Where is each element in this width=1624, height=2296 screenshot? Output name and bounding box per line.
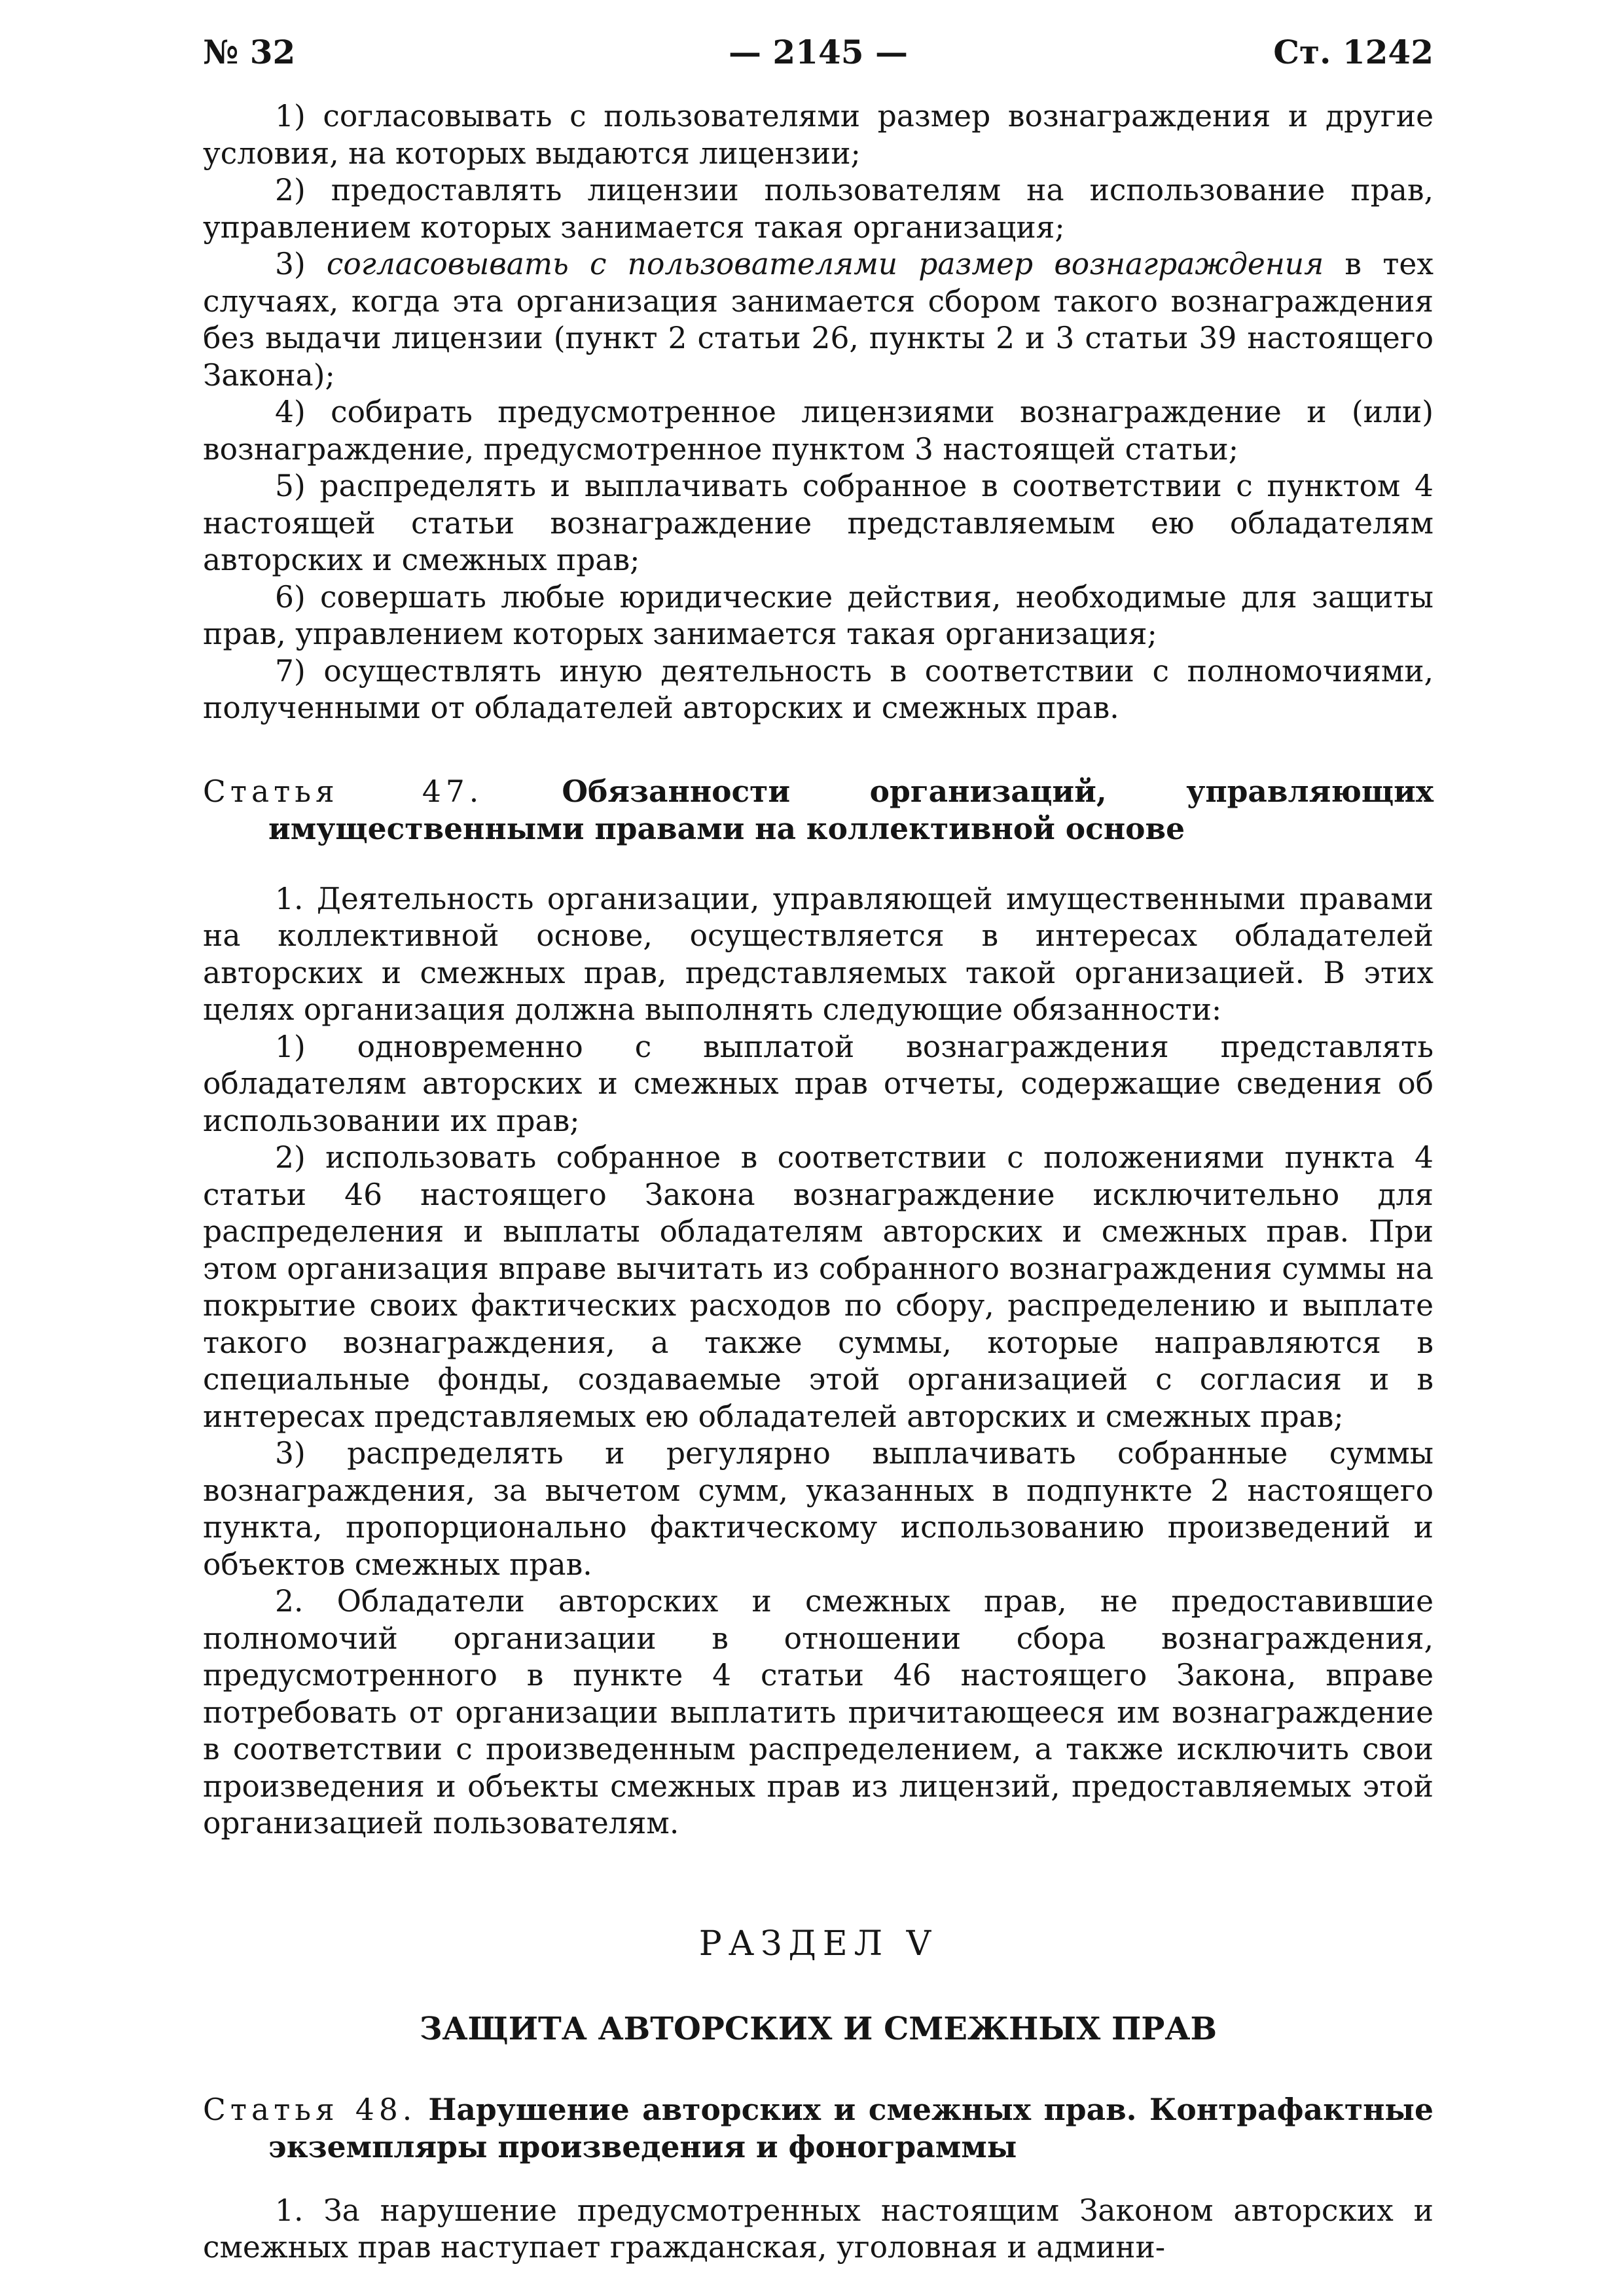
page-header xyxy=(203,26,1434,79)
page-body xyxy=(203,98,1434,2267)
paragraph: 1. Деятельность организации, управляющей имущественными правами на коллективной основе, осуществляется в интересах обладателей авторских и смежных прав, представляемых такой организацией. В этих целях организация должна выполнять следующие обязанности: xyxy=(203,881,1434,1027)
list-item: 2) предоставлять лицензии пользователям на использование прав, управлением которых занимается такая организация; xyxy=(203,173,1434,245)
article-47-heading xyxy=(203,773,1434,848)
list-item: 2) использовать собранное в соответствии с положениями пункта 4 статьи 46 настоящего Закона вознаграждение исключительно для распределения и выплаты обладателям авторских и смежных прав. При этом организация вправе вычитать из собранного вознаграждения суммы на покрытие своих фактических расходов по сбору, распределению и выплате такого вознаграждения, а также суммы, которые направляются в специальные фонды, создаваемые этой организацией с согласия и в интересах представляемых ею обладателей авторских и смежных прав; xyxy=(203,1140,1434,1434)
list-item-rest: в тех случаях, когда эта организация занимается сбором такого вознаграждения без выдачи лицензии (пункт 2 статьи 26, пункты 2 и 3 статьи 39 настоящего Закона); xyxy=(203,247,1434,393)
italic-phrase: согласовывать с пользователями размер вознаграждения xyxy=(326,247,1324,281)
list-item: 7) осуществлять иную деятельность в соответствии с полномочиями, полученными от обладателей авторских и смежных прав. xyxy=(203,653,1434,725)
issue-number: № 32 xyxy=(203,33,296,71)
page-number: — 2145 — xyxy=(729,33,908,71)
list-item: 5) распределять и выплачивать собранное в соответствии с пунктом 4 настоящей статьи вознаграждение представляемым ею обладателям авторских и смежных прав; xyxy=(203,469,1434,577)
list-item: 1) одновременно с выплатой вознаграждения представлять обладателям авторских и смежных прав отчеты, содержащие сведения об использовании их прав; xyxy=(203,1029,1434,1138)
list-item-number: 3) xyxy=(275,247,327,281)
list-item: 1) согласовывать с пользователями размер вознаграждения и другие условия, на которых выдаются лицензии; xyxy=(203,99,1434,171)
section-title: ЗАЩИТА АВТОРСКИХ И СМЕЖНЫХ ПРАВ xyxy=(419,2010,1218,2047)
article-48-heading xyxy=(203,2091,1434,2166)
list-item xyxy=(203,246,1434,394)
paragraph: 2. Обладатели авторских и смежных прав, не предоставившие полномочий организации в отношении сбора вознаграждения, предусмотренного в пункте 4 статьи 46 настоящего Закона, вправе потребовать от организации выплатить причитающееся им вознаграждение в соответствии с произведенным распределением, а также исключить свои произведения и объекты смежных прав из лицензий, предоставляемых этой организацией пользователям. xyxy=(203,1584,1434,1840)
paragraph: 1. За нарушение предусмотренных настоящим Законом авторских и смежных прав наступает гражданская, уголовная и админи- xyxy=(203,2193,1434,2265)
section-name: РАЗДЕЛ V xyxy=(698,1924,938,1964)
list-item: 4) собирать предусмотренное лицензиями вознаграждение и (или) вознаграждение, предусмотренное пунктом 3 настоящей статьи; xyxy=(203,395,1434,467)
list-item: 3) распределять и регулярно выплачивать собранные суммы вознаграждения, за вычетом сумм, указанных в подпункте 2 настоящего пункта, пропорционально фактическому использованию произведений и объектов смежных прав. xyxy=(203,1436,1434,1582)
article-title: Обязанности организаций, управляющих имущественными правами на коллективной основе xyxy=(268,773,1434,846)
article-label: Статья 48. xyxy=(203,2092,417,2127)
article-title: Нарушение авторских и смежных прав. Контрафактные экземпляры произведения и фонограммы xyxy=(268,2091,1434,2164)
article-reference: Ст. 1242 xyxy=(1273,33,1434,71)
article-label: Статья 47. xyxy=(203,774,484,809)
list-item: 6) совершать любые юридические действия, необходимые для защиты прав, управлением которых занимается такая организация; xyxy=(203,579,1434,651)
